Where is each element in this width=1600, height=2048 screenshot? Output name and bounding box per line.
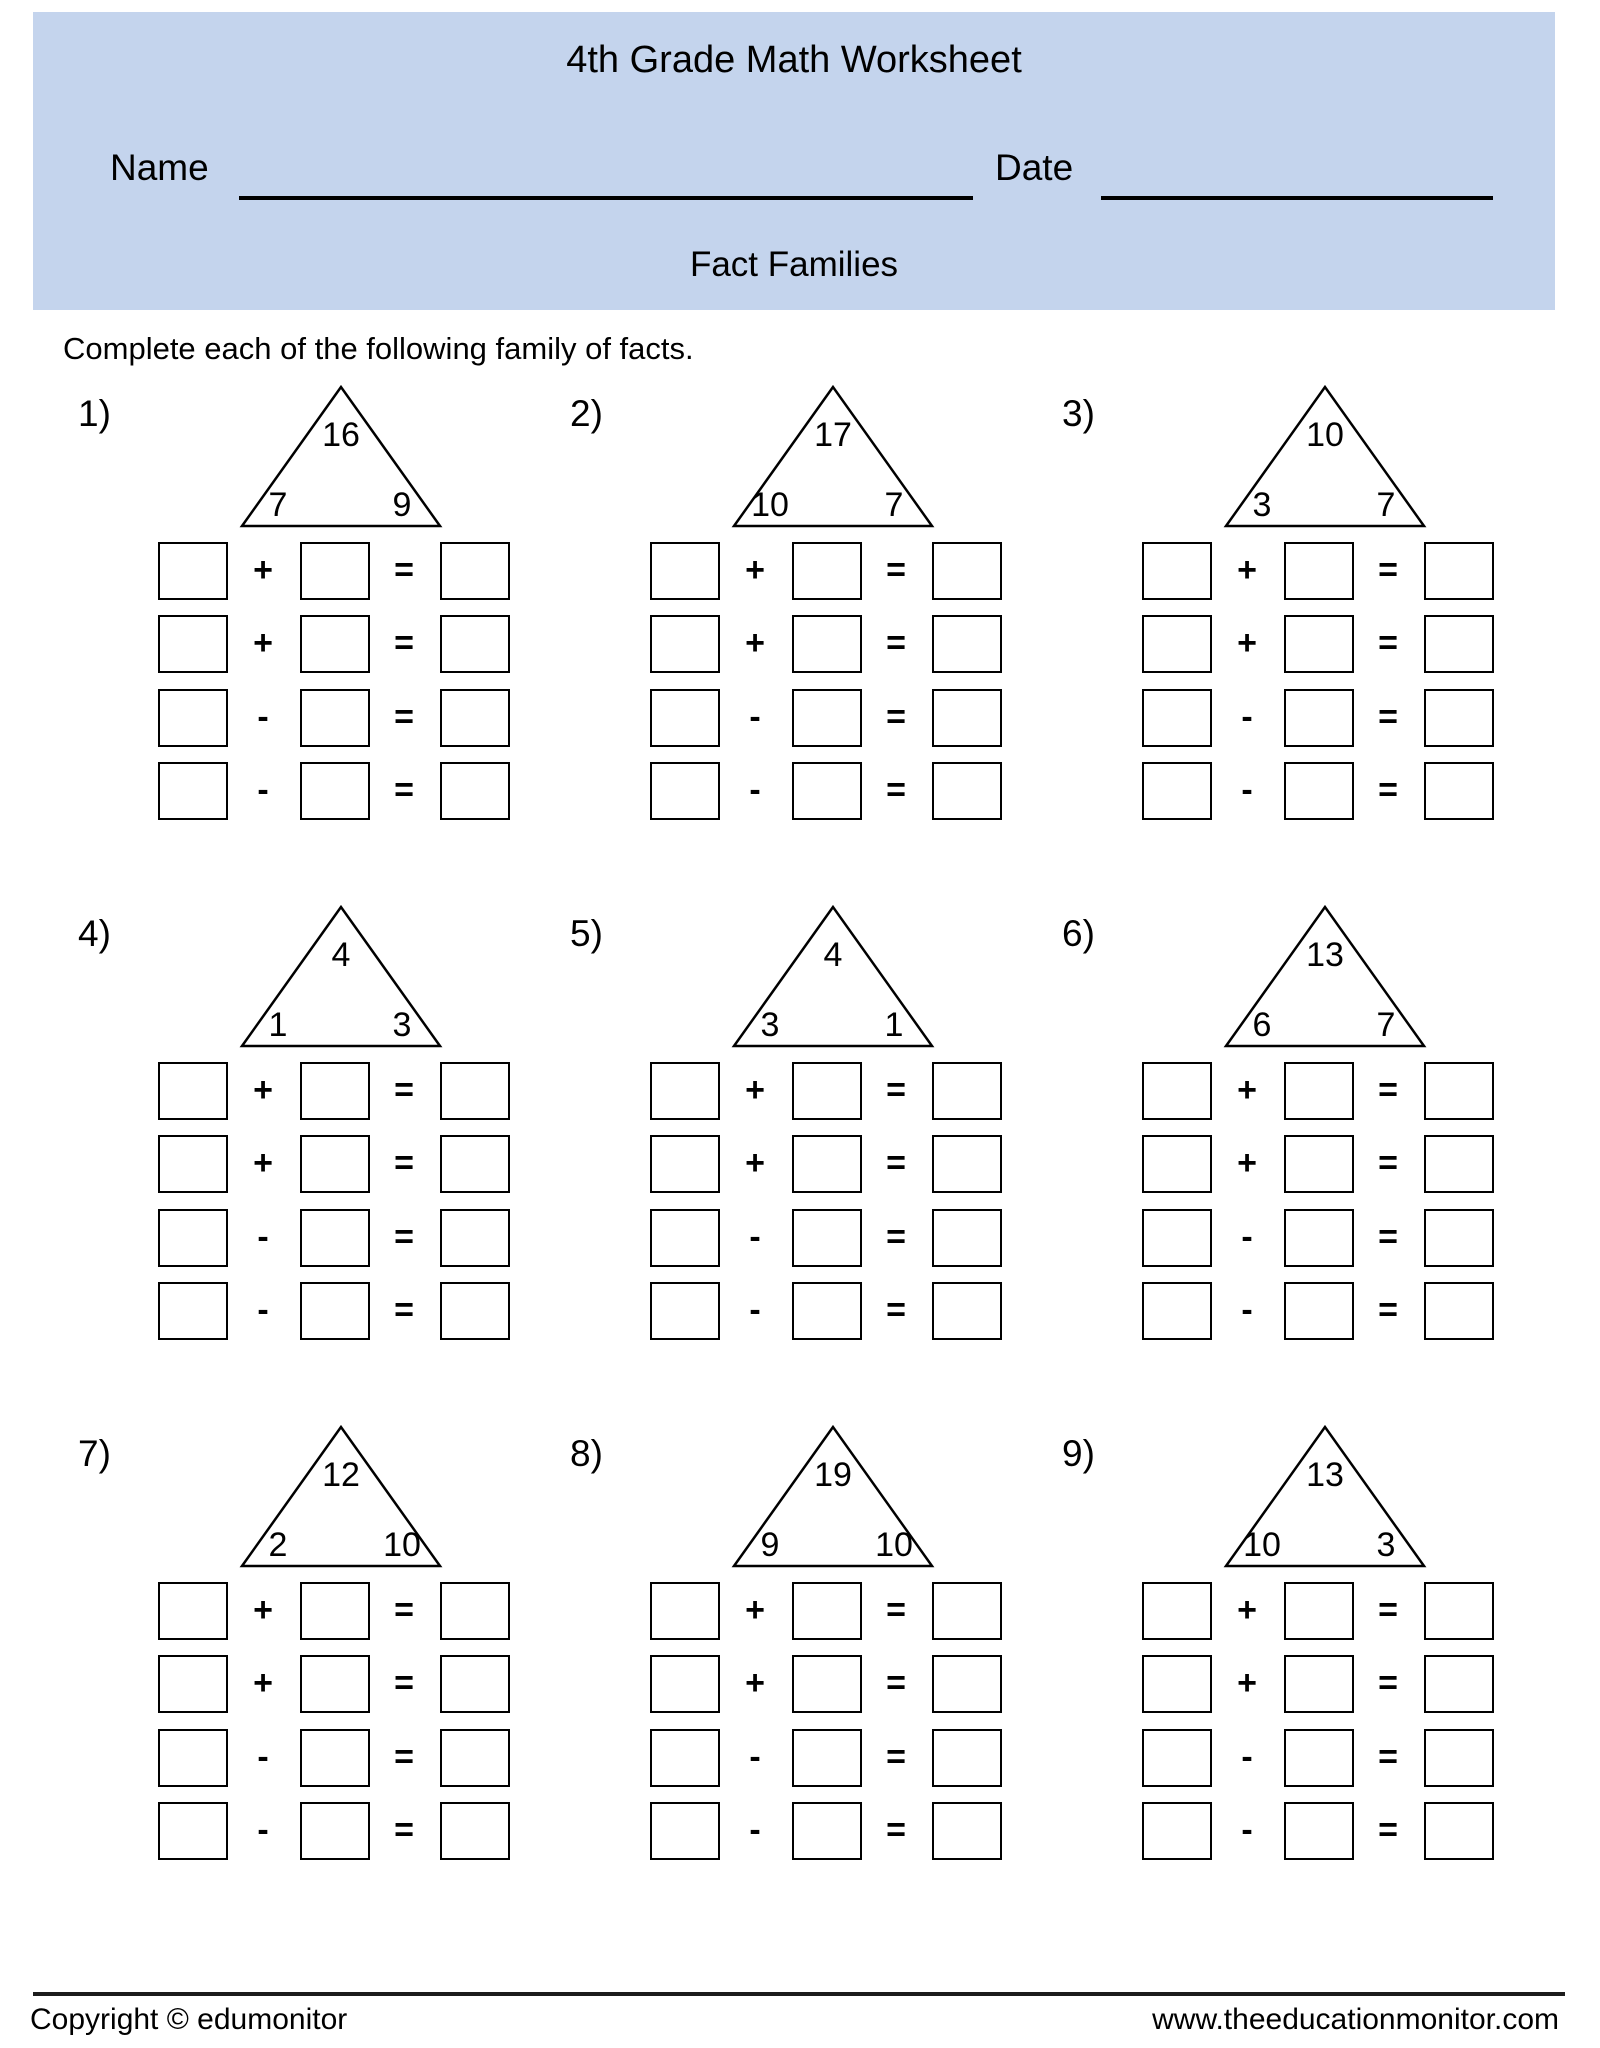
fact-family-problem [60, 370, 530, 850]
answer-box[interactable] [440, 1062, 510, 1120]
fact-family-problem [552, 1410, 1022, 1890]
footer-divider [33, 1992, 1565, 1996]
answer-box[interactable] [650, 762, 720, 820]
equation-row [158, 1135, 510, 1193]
answer-box[interactable] [440, 542, 510, 600]
minus-operator: - [749, 1738, 761, 1776]
fact-family-problem [60, 1410, 530, 1890]
answer-box[interactable] [932, 762, 1002, 820]
answer-box[interactable] [300, 1729, 370, 1787]
triangle-bottom-right-number: 10 [875, 1526, 913, 1564]
answer-box[interactable] [932, 1729, 1002, 1787]
answer-box[interactable] [792, 1729, 862, 1787]
minus-operator: - [257, 1291, 269, 1329]
equation-row [650, 1282, 1002, 1340]
answer-box[interactable] [1142, 1062, 1212, 1120]
answer-box[interactable] [932, 1802, 1002, 1860]
equation-row [650, 1802, 1002, 1860]
answer-box[interactable] [158, 689, 228, 747]
equation-row [1142, 1802, 1494, 1860]
answer-box[interactable] [158, 542, 228, 600]
answer-box[interactable] [932, 615, 1002, 673]
equation-row [650, 1062, 1002, 1120]
minus-operator: - [749, 1218, 761, 1256]
equation-row [1142, 542, 1494, 600]
answer-box[interactable] [932, 1209, 1002, 1267]
answer-box[interactable] [792, 1582, 862, 1640]
answer-box[interactable] [1142, 1655, 1212, 1713]
answer-box[interactable] [650, 1282, 720, 1340]
plus-operator: + [745, 1144, 765, 1182]
triangle-top-number: 13 [1306, 936, 1344, 974]
answer-box[interactable] [1142, 762, 1212, 820]
answer-box[interactable] [1142, 689, 1212, 747]
plus-operator: + [745, 1071, 765, 1109]
fact-family-problem [552, 890, 1022, 1370]
answer-box[interactable] [792, 1802, 862, 1860]
plus-operator: + [745, 551, 765, 589]
triangle-top-number: 12 [322, 1456, 360, 1494]
problem-number-label: 6) [1062, 913, 1095, 954]
answer-box[interactable] [300, 1209, 370, 1267]
equation-row [158, 1282, 510, 1340]
fact-family-problem [1044, 890, 1514, 1370]
plus-operator: + [1237, 551, 1257, 589]
equation-row [1142, 1062, 1494, 1120]
plus-operator: + [745, 1591, 765, 1629]
equation-row [1142, 1655, 1494, 1713]
answer-box[interactable] [1142, 1729, 1212, 1787]
triangle-top-number: 19 [814, 1456, 852, 1494]
equation-row [158, 1582, 510, 1640]
answer-box[interactable] [300, 1655, 370, 1713]
equals-sign: = [1378, 1664, 1398, 1702]
problem-number-label: 4) [78, 913, 111, 954]
answer-box[interactable] [650, 1655, 720, 1713]
fact-family-problem [1044, 370, 1514, 850]
triangle-bottom-right-number: 9 [392, 486, 412, 524]
answer-box[interactable] [158, 1802, 228, 1860]
minus-operator: - [257, 1738, 269, 1776]
equals-sign: = [1378, 1591, 1398, 1629]
equals-sign: = [886, 1811, 906, 1849]
answer-box[interactable] [158, 762, 228, 820]
answer-box[interactable] [1284, 1729, 1354, 1787]
problem-number-label: 1) [78, 393, 111, 434]
minus-operator: - [749, 1291, 761, 1329]
answer-box[interactable] [1284, 1282, 1354, 1340]
plus-operator: + [1237, 1591, 1257, 1629]
equation-row [158, 1655, 510, 1713]
triangle-top-number: 13 [1306, 1456, 1344, 1494]
answer-box[interactable] [300, 1282, 370, 1340]
equation-row [1142, 1282, 1494, 1340]
answer-box[interactable] [932, 1582, 1002, 1640]
answer-box[interactable] [1284, 615, 1354, 673]
equation-row [650, 1582, 1002, 1640]
answer-box[interactable] [300, 689, 370, 747]
answer-box[interactable] [1424, 1282, 1494, 1340]
answer-box[interactable] [440, 1209, 510, 1267]
triangle-bottom-left-number: 10 [1243, 1526, 1281, 1564]
answer-box[interactable] [1284, 1135, 1354, 1193]
equals-sign: = [886, 698, 906, 736]
triangle-bottom-left-number: 6 [1252, 1006, 1272, 1044]
triangle-top-number: 16 [322, 416, 360, 454]
minus-operator: - [1241, 1738, 1253, 1776]
answer-box[interactable] [792, 1135, 862, 1193]
equals-sign: = [886, 1664, 906, 1702]
equals-sign: = [886, 1071, 906, 1109]
answer-box[interactable] [1284, 689, 1354, 747]
equals-sign: = [394, 771, 414, 809]
answer-box[interactable] [932, 1282, 1002, 1340]
worksheet-subtitle: Fact Families [689, 245, 899, 284]
answer-box[interactable] [650, 542, 720, 600]
answer-box[interactable] [440, 615, 510, 673]
answer-box[interactable] [1142, 542, 1212, 600]
equation-row [1142, 1209, 1494, 1267]
equals-sign: = [394, 1591, 414, 1629]
minus-operator: - [257, 698, 269, 736]
minus-operator: - [257, 771, 269, 809]
equation-row [158, 542, 510, 600]
triangle-bottom-right-number: 1 [884, 1006, 904, 1044]
answer-box[interactable] [1424, 689, 1494, 747]
minus-operator: - [749, 771, 761, 809]
equals-sign: = [886, 1218, 906, 1256]
answer-box[interactable] [792, 1062, 862, 1120]
triangle-bottom-right-number: 3 [392, 1006, 412, 1044]
problem-number-label: 3) [1062, 393, 1095, 434]
answer-box[interactable] [440, 1655, 510, 1713]
equals-sign: = [886, 624, 906, 662]
equals-sign: = [886, 1291, 906, 1329]
date-label: Date [995, 147, 1074, 188]
equation-row [158, 1802, 510, 1860]
equation-row [1142, 1729, 1494, 1787]
answer-box[interactable] [792, 689, 862, 747]
answer-box[interactable] [932, 1135, 1002, 1193]
equals-sign: = [886, 1591, 906, 1629]
answer-box[interactable] [300, 615, 370, 673]
plus-operator: + [253, 1664, 273, 1702]
equation-row [158, 689, 510, 747]
answer-box[interactable] [650, 1729, 720, 1787]
equals-sign: = [886, 551, 906, 589]
answer-box[interactable] [1142, 615, 1212, 673]
fact-family-problem [1044, 1410, 1514, 1890]
equation-row [650, 689, 1002, 747]
minus-operator: - [749, 698, 761, 736]
answer-box[interactable] [300, 542, 370, 600]
equals-sign: = [886, 1738, 906, 1776]
equals-sign: = [394, 1144, 414, 1182]
answer-box[interactable] [440, 762, 510, 820]
equation-row [158, 1729, 510, 1787]
problem-number-label: 8) [570, 1433, 603, 1474]
answer-box[interactable] [440, 1729, 510, 1787]
answer-box[interactable] [300, 762, 370, 820]
answer-box[interactable] [1424, 1209, 1494, 1267]
triangle-bottom-left-number: 3 [1252, 486, 1272, 524]
triangle-top-number: 4 [331, 936, 351, 974]
worksheet-header [33, 12, 1555, 310]
answer-box[interactable] [1142, 1135, 1212, 1193]
plus-operator: + [253, 1071, 273, 1109]
plus-operator: + [745, 624, 765, 662]
equals-sign: = [394, 1291, 414, 1329]
answer-box[interactable] [440, 689, 510, 747]
answer-box[interactable] [158, 1582, 228, 1640]
equation-row [1142, 1135, 1494, 1193]
answer-box[interactable] [158, 1062, 228, 1120]
plus-operator: + [253, 1591, 273, 1629]
equation-row [650, 542, 1002, 600]
answer-box[interactable] [792, 1209, 862, 1267]
instruction-text: Complete each of the following family of facts. [63, 331, 694, 366]
answer-box[interactable] [792, 1655, 862, 1713]
problem-number-label: 7) [78, 1433, 111, 1474]
answer-box[interactable] [1424, 762, 1494, 820]
equals-sign: = [1378, 1218, 1398, 1256]
answer-box[interactable] [300, 1135, 370, 1193]
answer-box[interactable] [650, 1802, 720, 1860]
plus-operator: + [253, 1144, 273, 1182]
answer-box[interactable] [932, 1062, 1002, 1120]
equation-row [1142, 1582, 1494, 1640]
answer-box[interactable] [440, 1802, 510, 1860]
answer-box[interactable] [792, 762, 862, 820]
answer-box[interactable] [650, 1062, 720, 1120]
fact-family-problem [60, 890, 530, 1370]
triangle-bottom-right-number: 7 [1376, 1006, 1396, 1044]
answer-box[interactable] [1284, 1062, 1354, 1120]
answer-box[interactable] [650, 1135, 720, 1193]
equals-sign: = [1378, 698, 1398, 736]
answer-box[interactable] [1284, 1655, 1354, 1713]
name-fill-in-line[interactable] [239, 196, 973, 200]
equation-row [158, 762, 510, 820]
answer-box[interactable] [1284, 1582, 1354, 1640]
name-label: Name [110, 147, 209, 188]
problem-number-label: 9) [1062, 1433, 1095, 1474]
answer-box[interactable] [1424, 542, 1494, 600]
equals-sign: = [1378, 624, 1398, 662]
equation-row [650, 1729, 1002, 1787]
answer-box[interactable] [650, 689, 720, 747]
plus-operator: + [1237, 624, 1257, 662]
equation-row [650, 1655, 1002, 1713]
plus-operator: + [253, 551, 273, 589]
equals-sign: = [394, 624, 414, 662]
answer-box[interactable] [1142, 1209, 1212, 1267]
answer-box[interactable] [1424, 1062, 1494, 1120]
triangle-top-number: 4 [823, 936, 843, 974]
triangle-bottom-left-number: 9 [760, 1526, 780, 1564]
equals-sign: = [394, 1218, 414, 1256]
equals-sign: = [394, 1738, 414, 1776]
equals-sign: = [1378, 1291, 1398, 1329]
answer-box[interactable] [440, 1282, 510, 1340]
equation-row [650, 615, 1002, 673]
answer-box[interactable] [792, 542, 862, 600]
plus-operator: + [253, 624, 273, 662]
answer-box[interactable] [1284, 1802, 1354, 1860]
equation-row [1142, 615, 1494, 673]
equals-sign: = [394, 1071, 414, 1109]
answer-box[interactable] [158, 615, 228, 673]
equals-sign: = [886, 771, 906, 809]
answer-box[interactable] [1142, 1582, 1212, 1640]
equals-sign: = [1378, 1811, 1398, 1849]
equation-row [158, 1209, 510, 1267]
answer-box[interactable] [792, 615, 862, 673]
answer-box[interactable] [440, 1135, 510, 1193]
equals-sign: = [1378, 1738, 1398, 1776]
minus-operator: - [257, 1811, 269, 1849]
answer-box[interactable] [158, 1655, 228, 1713]
minus-operator: - [749, 1811, 761, 1849]
equals-sign: = [1378, 1144, 1398, 1182]
equals-sign: = [394, 1811, 414, 1849]
equals-sign: = [1378, 1071, 1398, 1109]
answer-box[interactable] [1424, 1802, 1494, 1860]
triangle-top-number: 10 [1306, 416, 1344, 454]
equals-sign: = [1378, 771, 1398, 809]
triangle-bottom-left-number: 3 [760, 1006, 780, 1044]
page-title: 4th Grade Math Worksheet [566, 39, 1022, 81]
equals-sign: = [394, 698, 414, 736]
date-fill-in-line[interactable] [1101, 196, 1493, 200]
plus-operator: + [745, 1664, 765, 1702]
answer-box[interactable] [650, 615, 720, 673]
answer-box[interactable] [1142, 1282, 1212, 1340]
equation-row [158, 615, 510, 673]
answer-box[interactable] [932, 689, 1002, 747]
problem-number-label: 2) [570, 393, 603, 434]
minus-operator: - [1241, 1291, 1253, 1329]
triangle-bottom-left-number: 1 [268, 1006, 288, 1044]
equals-sign: = [886, 1144, 906, 1182]
equals-sign: = [394, 551, 414, 589]
answer-box[interactable] [1424, 615, 1494, 673]
triangle-bottom-left-number: 7 [268, 486, 288, 524]
answer-box[interactable] [440, 1582, 510, 1640]
answer-box[interactable] [1142, 1802, 1212, 1860]
equation-row [158, 1062, 510, 1120]
answer-box[interactable] [158, 1729, 228, 1787]
answer-box[interactable] [1424, 1135, 1494, 1193]
copyright-text: Copyright © edumonitor [30, 2003, 348, 2036]
minus-operator: - [257, 1218, 269, 1256]
triangle-top-number: 17 [814, 416, 852, 454]
equation-row [1142, 762, 1494, 820]
equation-row [1142, 689, 1494, 747]
answer-box[interactable] [158, 1209, 228, 1267]
fact-family-problem [552, 370, 1022, 850]
answer-box[interactable] [158, 1135, 228, 1193]
triangle-bottom-right-number: 7 [1376, 486, 1396, 524]
website-link[interactable]: www.theeducationmonitor.com [1152, 2003, 1559, 2036]
answer-box[interactable] [1284, 762, 1354, 820]
answer-box[interactable] [300, 1062, 370, 1120]
answer-box[interactable] [932, 542, 1002, 600]
equation-row [650, 1209, 1002, 1267]
minus-operator: - [1241, 1811, 1253, 1849]
plus-operator: + [1237, 1664, 1257, 1702]
answer-box[interactable] [1284, 542, 1354, 600]
answer-box[interactable] [158, 1282, 228, 1340]
triangle-bottom-right-number: 3 [1376, 1526, 1396, 1564]
answer-box[interactable] [1284, 1209, 1354, 1267]
problem-number-label: 5) [570, 913, 603, 954]
answer-box[interactable] [1424, 1582, 1494, 1640]
triangle-bottom-left-number: 2 [268, 1526, 288, 1564]
answer-box[interactable] [1424, 1729, 1494, 1787]
minus-operator: - [1241, 1218, 1253, 1256]
plus-operator: + [1237, 1144, 1257, 1182]
triangle-bottom-right-number: 7 [884, 486, 904, 524]
answer-box[interactable] [300, 1582, 370, 1640]
answer-box[interactable] [650, 1209, 720, 1267]
answer-box[interactable] [1424, 1655, 1494, 1713]
answer-box[interactable] [300, 1802, 370, 1860]
answer-box[interactable] [932, 1655, 1002, 1713]
minus-operator: - [1241, 771, 1253, 809]
equation-row [650, 1135, 1002, 1193]
equation-row [650, 762, 1002, 820]
triangle-bottom-right-number: 10 [383, 1526, 421, 1564]
triangle-bottom-left-number: 10 [751, 486, 789, 524]
minus-operator: - [1241, 698, 1253, 736]
equals-sign: = [394, 1664, 414, 1702]
equals-sign: = [1378, 551, 1398, 589]
answer-box[interactable] [792, 1282, 862, 1340]
answer-box[interactable] [650, 1582, 720, 1640]
plus-operator: + [1237, 1071, 1257, 1109]
